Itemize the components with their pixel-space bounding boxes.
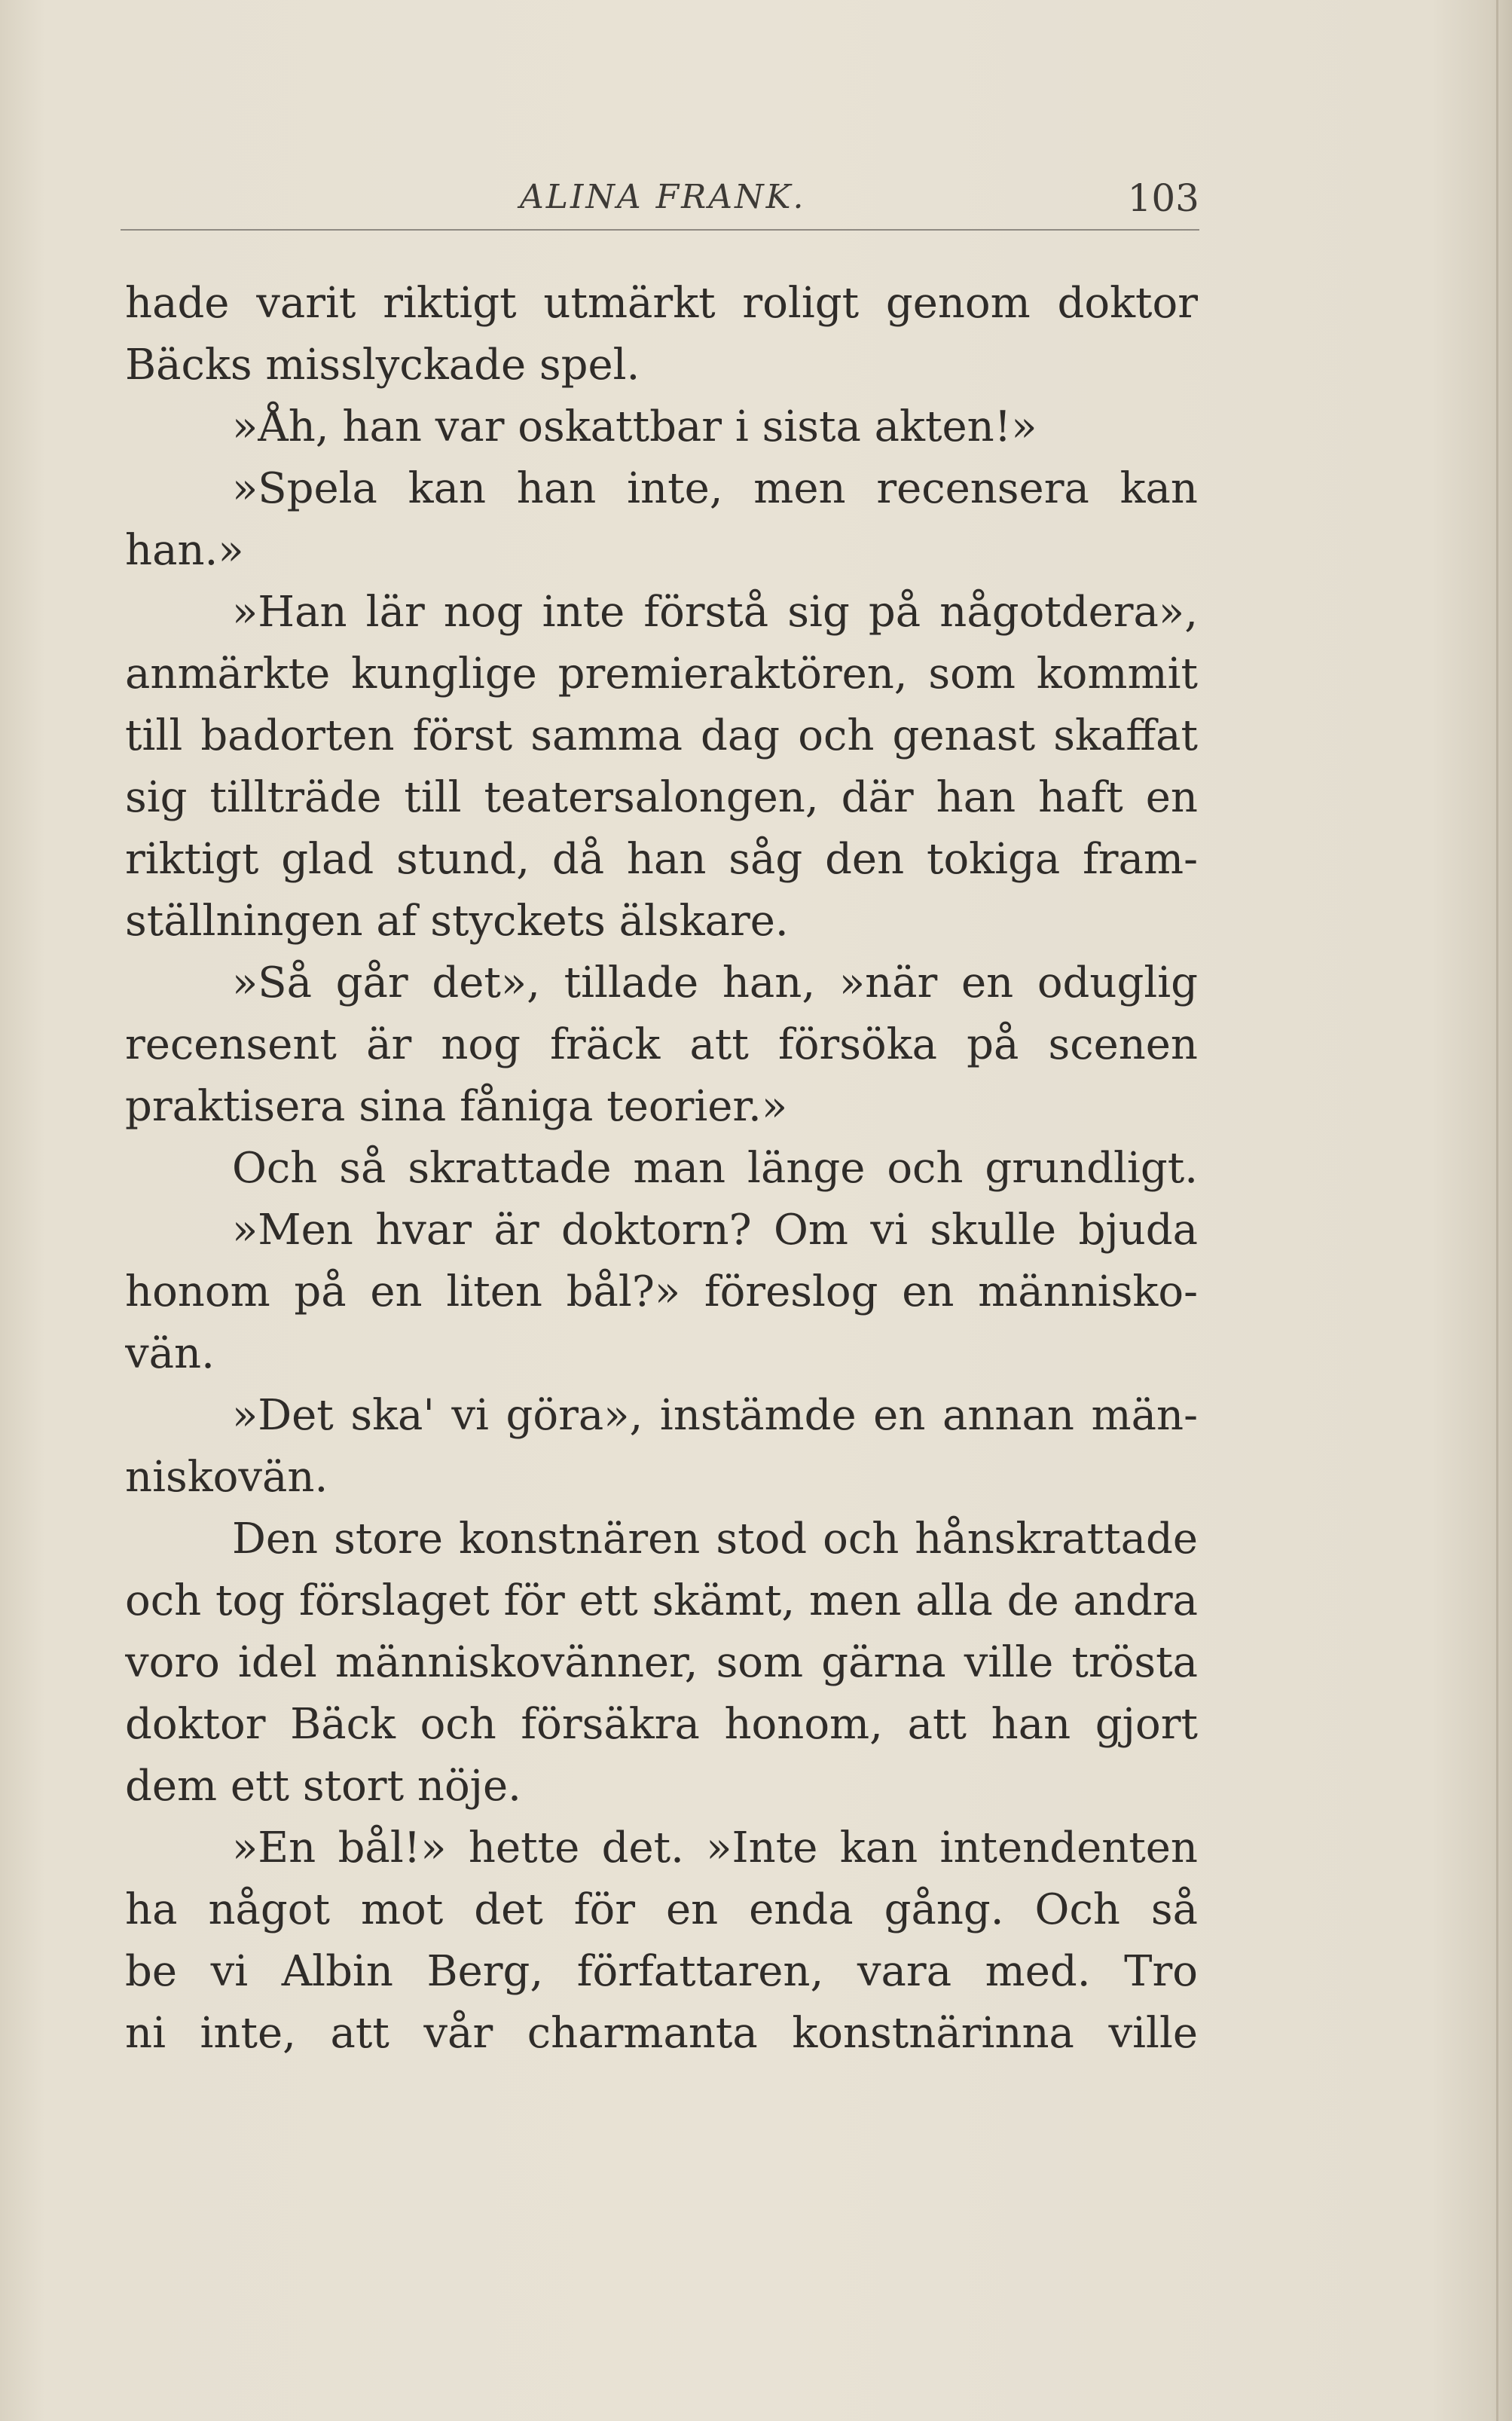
running-title: ALINA FRANK. xyxy=(520,178,806,216)
text-line: Bäcks misslyckade spel. xyxy=(125,341,640,390)
text-line: recensent är nog fräck att försöka på scenen xyxy=(125,1020,1198,1069)
text-line: Och så skrattade man länge och grundligt. xyxy=(232,1144,1198,1193)
text-line: sig tillträde till teatersalongen, där han haft en xyxy=(125,773,1198,822)
body-text xyxy=(125,273,1198,2065)
text-line: »Det ska' vi göra», instämde en annan män- xyxy=(232,1391,1198,1440)
text-line: vän. xyxy=(125,1329,215,1378)
text-line: till badorten först samma dag och genast skaffat xyxy=(125,711,1198,760)
text-line: han.» xyxy=(125,526,244,575)
text-line: ha något mot det för en enda gång. Och så xyxy=(125,1885,1198,1934)
text-line: »Spela kan han inte, men recensera kan xyxy=(232,464,1198,513)
header-rule xyxy=(121,229,1199,231)
text-line: hade varit riktigt utmärkt roligt genom doktor xyxy=(125,279,1198,328)
text-line: och tog förslaget för ett skämt, men alla de andra xyxy=(125,1576,1198,1625)
text-line: Den store konstnären stod och hånskrattade xyxy=(232,1515,1198,1564)
text-line: voro idel människovänner, som gärna ville trösta xyxy=(125,1638,1198,1687)
text-line: ställningen af styckets älskare. xyxy=(125,897,789,946)
text-line: anmärkte kunglige premieraktören, som kommit xyxy=(125,650,1198,698)
page-edge xyxy=(1496,0,1498,2421)
text-line: ni inte, att vår charmanta konstnärinna ville xyxy=(125,2009,1198,2058)
text-line: niskovän. xyxy=(125,1453,328,1502)
text-line: honom på en liten bål?» föreslog en människo- xyxy=(125,1267,1198,1316)
text-line: »Åh, han var oskattbar i sista akten!» xyxy=(232,402,1037,451)
page-header xyxy=(121,172,1199,232)
text-line: be vi Albin Berg, författaren, vara med. Tro xyxy=(125,1947,1198,1996)
text-line: riktigt glad stund, då han såg den tokiga fram- xyxy=(125,835,1198,884)
page-number: 103 xyxy=(1127,176,1199,220)
text-line: »En bål!» hette det. »Inte kan intendenten xyxy=(232,1823,1198,1872)
text-line: »Men hvar är doktorn? Om vi skulle bjuda xyxy=(232,1206,1198,1255)
text-line: »Han lär nog inte förstå sig på någotdera», xyxy=(232,588,1198,637)
text-line: praktisera sina fåniga teorier.» xyxy=(125,1082,788,1131)
text-line: dem ett stort nöje. xyxy=(125,1762,521,1811)
text-line: doktor Bäck och försäkra honom, att han gjort xyxy=(125,1700,1198,1749)
text-line: »Så går det», tillade han, »när en oduglig xyxy=(232,958,1198,1007)
